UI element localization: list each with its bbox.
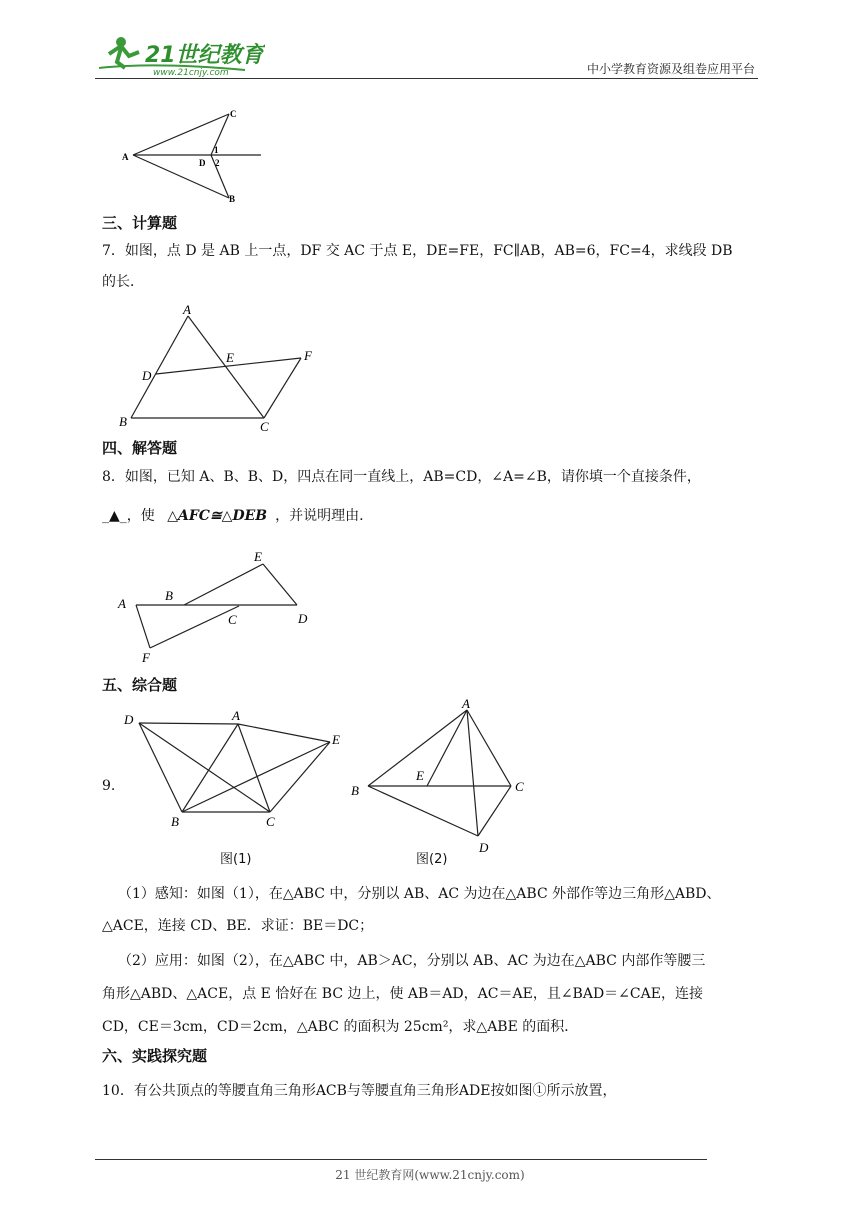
fig-top-label-d: D xyxy=(199,158,206,168)
fig-top-label-b: B xyxy=(229,194,236,204)
q9-number: 9. xyxy=(102,778,116,794)
q9-fig1-label-a: A xyxy=(232,708,240,723)
section-title-5: 五、综合题 xyxy=(102,676,178,694)
q9-fig2-label-d: D xyxy=(479,840,489,855)
q8-label-f: F xyxy=(142,650,150,665)
q9-part2-line3: CD，CE＝3cm，CD＝2cm，△ABC 的面积为 25cm²，求△ABE 的面积． xyxy=(102,1019,579,1035)
footer-divider xyxy=(95,1159,707,1160)
q9-fig1-caption: 图(1) xyxy=(220,852,252,867)
q9-fig1-label-c: C xyxy=(266,814,275,829)
figure-q8 xyxy=(112,548,322,672)
q9-fig1-label-d: D xyxy=(124,712,134,727)
q8-label-d: D xyxy=(298,611,308,626)
q8-mid: ，使 xyxy=(126,508,155,524)
q9-fig2-label-c: C xyxy=(515,779,524,794)
fig-top-label-c: C xyxy=(230,109,237,119)
q7-label-a: A xyxy=(183,302,191,317)
q8-label-e: E xyxy=(254,549,262,564)
q8-line1: 8．如图，已知 A、B、B、D，四点在同一直线上，AB=CD，∠A=∠B，请你填一个直接条件， xyxy=(102,469,701,485)
q9-fig2-label-e: E xyxy=(416,768,424,783)
section-title-6: 六、实践探究题 xyxy=(102,1047,208,1065)
q9-fig2-label-b: B xyxy=(351,783,359,798)
q8-blank: _▲_ xyxy=(102,508,127,524)
fig-top-label-2: 2 xyxy=(215,158,220,168)
section-title-4: 四、解答题 xyxy=(102,439,178,457)
footer-text: 21 世纪教育网(www.21cnjy.com) xyxy=(335,1168,525,1182)
q8-congruence: △AFC≅△DEB xyxy=(167,508,268,524)
q8-tail: ，并说明理由. xyxy=(275,508,364,524)
figure-q9-1 xyxy=(118,702,350,836)
q9-fig1-label-b: B xyxy=(171,814,179,829)
q9-fig1-label-e: E xyxy=(332,732,340,747)
q9-fig2-caption: 图(2) xyxy=(416,852,448,867)
figure-q9-2 xyxy=(345,698,535,862)
q9-part1-line2: △ACE，连接 CD、BE．求证：BE＝DC； xyxy=(102,918,374,934)
q10-line1: 10．有公共顶点的等腰直角三角形ACB与等腰直角三角形ADE按如图①所示放置， xyxy=(102,1083,617,1099)
q7-line2: 的长． xyxy=(102,274,144,290)
q9-part1-line1: （1）感知：如图（1），在△ABC 中，分别以 AB、AC 为边在△ABC 外部作等边三角形△ABD、 xyxy=(118,886,721,902)
q8-label-b: B xyxy=(165,588,173,603)
figure-q7 xyxy=(110,298,330,438)
header-divider xyxy=(95,78,758,79)
q9-fig2-label-a: A xyxy=(462,698,470,711)
q9-part2-line2: 角形△ABD、△ACE，点 E 恰好在 BC 边上，使 AB＝AD，AC＝AE，且∠BAD＝∠CAE，连接 xyxy=(102,986,703,1002)
q7-label-c: C xyxy=(260,419,269,434)
fig-top-label-1: 1 xyxy=(214,145,219,155)
header-platform-text: 中小学教育资源及组卷应用平台 xyxy=(586,62,755,76)
q8-label-c: C xyxy=(228,612,237,627)
q8-label-a: A xyxy=(118,596,126,611)
logo-text: 21世纪教育 xyxy=(145,43,264,68)
q7-label-d: D xyxy=(142,368,152,383)
fig-top-label-a: A xyxy=(122,152,129,162)
q7-label-b: B xyxy=(119,414,127,429)
q8-line2 xyxy=(102,506,364,526)
q7-label-e: E xyxy=(226,350,234,365)
logo-url: www.21cnjy.com xyxy=(153,68,229,78)
section-title-3: 三、计算题 xyxy=(102,214,178,232)
site-logo xyxy=(95,32,265,78)
q7-line1: 7．如图，点 D 是 AB 上一点，DF 交 AC 于点 E，DE=FE，FC∥AB，AB=6，FC=4，求线段 DB xyxy=(102,243,733,259)
figure-angle-top xyxy=(118,104,268,212)
q9-part2-line1: （2）应用：如图（2），在△ABC 中，AB＞AC，分别以 AB、AC 为边在△ABC 内部作等腰三 xyxy=(118,953,706,969)
q7-label-f: F xyxy=(304,348,312,363)
